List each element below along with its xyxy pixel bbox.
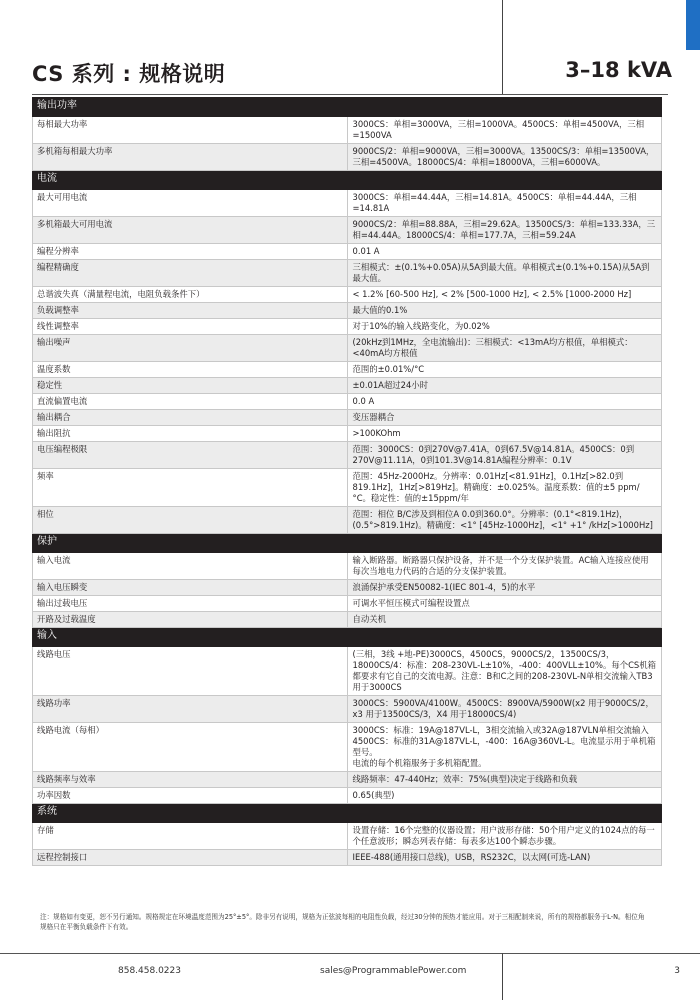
section-title: 系统 bbox=[33, 804, 662, 823]
spec-row bbox=[33, 190, 662, 217]
spec-row bbox=[33, 144, 662, 171]
section-header bbox=[33, 171, 662, 190]
spec-row bbox=[33, 788, 662, 804]
spec-value: 范围的±0.01%/°C bbox=[347, 362, 662, 378]
spec-label: 功率因数 bbox=[33, 788, 348, 804]
section-title: 保护 bbox=[33, 534, 662, 553]
title-rule bbox=[32, 94, 668, 95]
spec-value: 设置存储：16个完整的仪器设置；用户波形存储：50个用户定义的1024点的每一个任意波形；瞬态列表存储：每表多达100个瞬态步骤。 bbox=[347, 823, 662, 850]
spec-label: 多机箱最大可用电流 bbox=[33, 217, 348, 244]
section-header bbox=[33, 804, 662, 823]
spec-value: 自动关机 bbox=[347, 612, 662, 628]
spec-label: 线性调整率 bbox=[33, 319, 348, 335]
spec-value: 范围：相位 B/C涉及到相位A 0.0到360.0°。分辨率：(0.1°<819.1Hz)，(0.5°>819.1Hz)。精确度：<1° [45Hz-1000Hz]，<1° +1° /kHz[>1000Hz] bbox=[347, 507, 662, 534]
spec-row bbox=[33, 850, 662, 866]
spec-value: 范围：3000CS：0到270V@7.41A，0到67.5V@14.81A。4500CS：0到270V@11.11A，0到101.3V@14.81A编程分辨率：0.1V bbox=[347, 442, 662, 469]
spec-row bbox=[33, 394, 662, 410]
spec-label: 线路功率 bbox=[33, 696, 348, 723]
spec-value: 0.65(典型) bbox=[347, 788, 662, 804]
spec-value: IEEE-488(通用接口总线)，USB，RS232C，以太网(可选-LAN) bbox=[347, 850, 662, 866]
footer-phone: 858.458.0223 bbox=[118, 966, 181, 976]
spec-label: 多机箱每相最大功率 bbox=[33, 144, 348, 171]
spec-label: 开路及过载温度 bbox=[33, 612, 348, 628]
spec-table bbox=[32, 97, 662, 866]
section-header bbox=[33, 628, 662, 647]
spec-label: 输入电压瞬变 bbox=[33, 580, 348, 596]
spec-value: 变压器耦合 bbox=[347, 410, 662, 426]
spec-value: 最大值的0.1% bbox=[347, 303, 662, 319]
spec-row bbox=[33, 217, 662, 244]
spec-label: 负载调整率 bbox=[33, 303, 348, 319]
spec-label: 每相最大功率 bbox=[33, 117, 348, 144]
spec-label: 输出耦合 bbox=[33, 410, 348, 426]
spec-row bbox=[33, 596, 662, 612]
spec-label: 编程精确度 bbox=[33, 260, 348, 287]
spec-value: 三相模式：±(0.1%+0.05A)从5A到最大值。单相模式±(0.1%+0.15A)从5A到最大值。 bbox=[347, 260, 662, 287]
spec-row bbox=[33, 647, 662, 696]
spec-label: 存储 bbox=[33, 823, 348, 850]
spec-row bbox=[33, 378, 662, 394]
spec-value: (20kHz到1MHz，全电流输出)：三相模式：<13mA均方根值，单相模式：<40mA均方根值 bbox=[347, 335, 662, 362]
section-title: 输入 bbox=[33, 628, 662, 647]
spec-label: 稳定性 bbox=[33, 378, 348, 394]
spec-row bbox=[33, 723, 662, 772]
spec-row bbox=[33, 426, 662, 442]
spec-value: 9000CS/2：单相=9000VA，三相=3000VA。13500CS/3：单相=13500VA，三相=4500VA。18000CS/4：单相=18000VA，三相=6000VA。 bbox=[347, 144, 662, 171]
section-header bbox=[33, 534, 662, 553]
spec-label: 相位 bbox=[33, 507, 348, 534]
spec-label: 输出阻抗 bbox=[33, 426, 348, 442]
spec-value: ±0.01A超过24小时 bbox=[347, 378, 662, 394]
spec-row bbox=[33, 244, 662, 260]
spec-row bbox=[33, 362, 662, 378]
spec-label: 远程控制接口 bbox=[33, 850, 348, 866]
spec-value: 输入断路器。断路器只保护设备，并不是一个分支保护装置。AC输入连接应使用每次当地电力代码的合适的分支保护装置。 bbox=[347, 553, 662, 580]
spec-value: 浪涌保护承受EN50082-1(IEC 801-4，5)的水平 bbox=[347, 580, 662, 596]
spec-value: 3000CS：5900VA/4100W。4500CS：8900VA/5900W(x2 用于9000CS/2，x3 用于13500CS/3，X4 用于18000CS/4) bbox=[347, 696, 662, 723]
spec-row bbox=[33, 612, 662, 628]
spec-value: 对于10%的输入线路变化，为0.02% bbox=[347, 319, 662, 335]
spec-value: 0.01 A bbox=[347, 244, 662, 260]
header-divider bbox=[502, 0, 503, 95]
spec-value: 9000CS/2：单相=88.88A，三相=29.62A。13500CS/3：单相=133.33A，三相=44.44A。18000CS/4：单相=177.7A，三相=59.24A bbox=[347, 217, 662, 244]
spec-label: 线路频率与效率 bbox=[33, 772, 348, 788]
spec-label: 温度系数 bbox=[33, 362, 348, 378]
page-number: 3 bbox=[674, 966, 680, 976]
spec-row bbox=[33, 580, 662, 596]
page-title: CS 系列 : 规格说明 bbox=[32, 62, 226, 86]
footnote: 注：规格如有变更，恕不另行通知。规格规定在环境温度范围为25°±5°。除非另有说明，规格为正弦波每相的电阻性负载，经过30分钟的预热才能应用。对于三相配制来说，所有的规格都服务于L-N。相位角规格只在平衡负载条件下有效。 bbox=[40, 913, 645, 931]
section-header bbox=[33, 98, 662, 117]
spec-value: 0.0 A bbox=[347, 394, 662, 410]
spec-label: 电压编程极限 bbox=[33, 442, 348, 469]
footer-email[interactable]: sales@ProgrammablePower.com bbox=[320, 966, 467, 976]
spec-row bbox=[33, 823, 662, 850]
spec-row bbox=[33, 335, 662, 362]
spec-value: 范围：45Hz-2000Hz。分辨率：0.01Hz[<81.91Hz]，0.1Hz[>82.0到819.1Hz]，1Hz[>819Hz]。精确度：±0.025%。温度系数：值的±5 ppm/°C。稳定性：值的±15ppm/年 bbox=[347, 469, 662, 507]
spec-value: 3000CS：标准：19A@187VL-L，3相交流输入或32A@187VLN单相交流输入 4500CS：标准的31A@187VL-L，-400：16A@360VL-L。电流显示用于单机箱型号。 电流的每个机箱服务于多机箱配置。 bbox=[347, 723, 662, 772]
spec-label: 线路电流（每相） bbox=[33, 723, 348, 772]
spec-value: 线路频率：47-440Hz；效率：75%(典型)决定于线路和负载 bbox=[347, 772, 662, 788]
spec-label: 总谐波失真（满量程电流，电阻负载条件下） bbox=[33, 287, 348, 303]
spec-value: >100KOhm bbox=[347, 426, 662, 442]
spec-value: 可调水平恒压模式可编程设置点 bbox=[347, 596, 662, 612]
spec-label: 线路电压 bbox=[33, 647, 348, 696]
spec-row bbox=[33, 772, 662, 788]
spec-label: 频率 bbox=[33, 469, 348, 507]
spec-row bbox=[33, 442, 662, 469]
spec-value: 3000CS：单相=44.44A，三相=14.81A。4500CS：单相=44.44A，三相=14.81A bbox=[347, 190, 662, 217]
footer-divider bbox=[502, 953, 503, 1000]
spec-label: 编程分辨率 bbox=[33, 244, 348, 260]
section-title: 电流 bbox=[33, 171, 662, 190]
power-range: 3–18 kVA bbox=[565, 58, 672, 82]
spec-row bbox=[33, 303, 662, 319]
footer-rule bbox=[0, 953, 700, 954]
spec-row bbox=[33, 469, 662, 507]
spec-row bbox=[33, 696, 662, 723]
spec-label: 输入电流 bbox=[33, 553, 348, 580]
spec-label: 输出过载电压 bbox=[33, 596, 348, 612]
spec-value: (三相，3线 +地-PE)3000CS，4500CS，9000CS/2，13500CS/3，18000CS/4：标准：208-230VL-L±10%，-400：400VLL±10%。每个CS机箱都要求有它自己的交流电源。注意：B和C之间的208-230VL-N单相交流输入TB3用于3000CS bbox=[347, 647, 662, 696]
spec-row bbox=[33, 117, 662, 144]
spec-label: 最大可用电流 bbox=[33, 190, 348, 217]
spec-row bbox=[33, 553, 662, 580]
spec-row bbox=[33, 260, 662, 287]
spec-value: < 1.2% [60-500 Hz], < 2% [500-1000 Hz], < 2.5% [1000-2000 Hz] bbox=[347, 287, 662, 303]
section-title: 输出功率 bbox=[33, 98, 662, 117]
brand-accent-bar bbox=[686, 0, 700, 50]
spec-row bbox=[33, 287, 662, 303]
spec-row bbox=[33, 410, 662, 426]
spec-row bbox=[33, 507, 662, 534]
spec-row bbox=[33, 319, 662, 335]
spec-value: 3000CS：单相=3000VA，三相=1000VA。4500CS：单相=4500VA，三相=1500VA bbox=[347, 117, 662, 144]
spec-label: 输出噪声 bbox=[33, 335, 348, 362]
spec-label: 直流偏置电流 bbox=[33, 394, 348, 410]
